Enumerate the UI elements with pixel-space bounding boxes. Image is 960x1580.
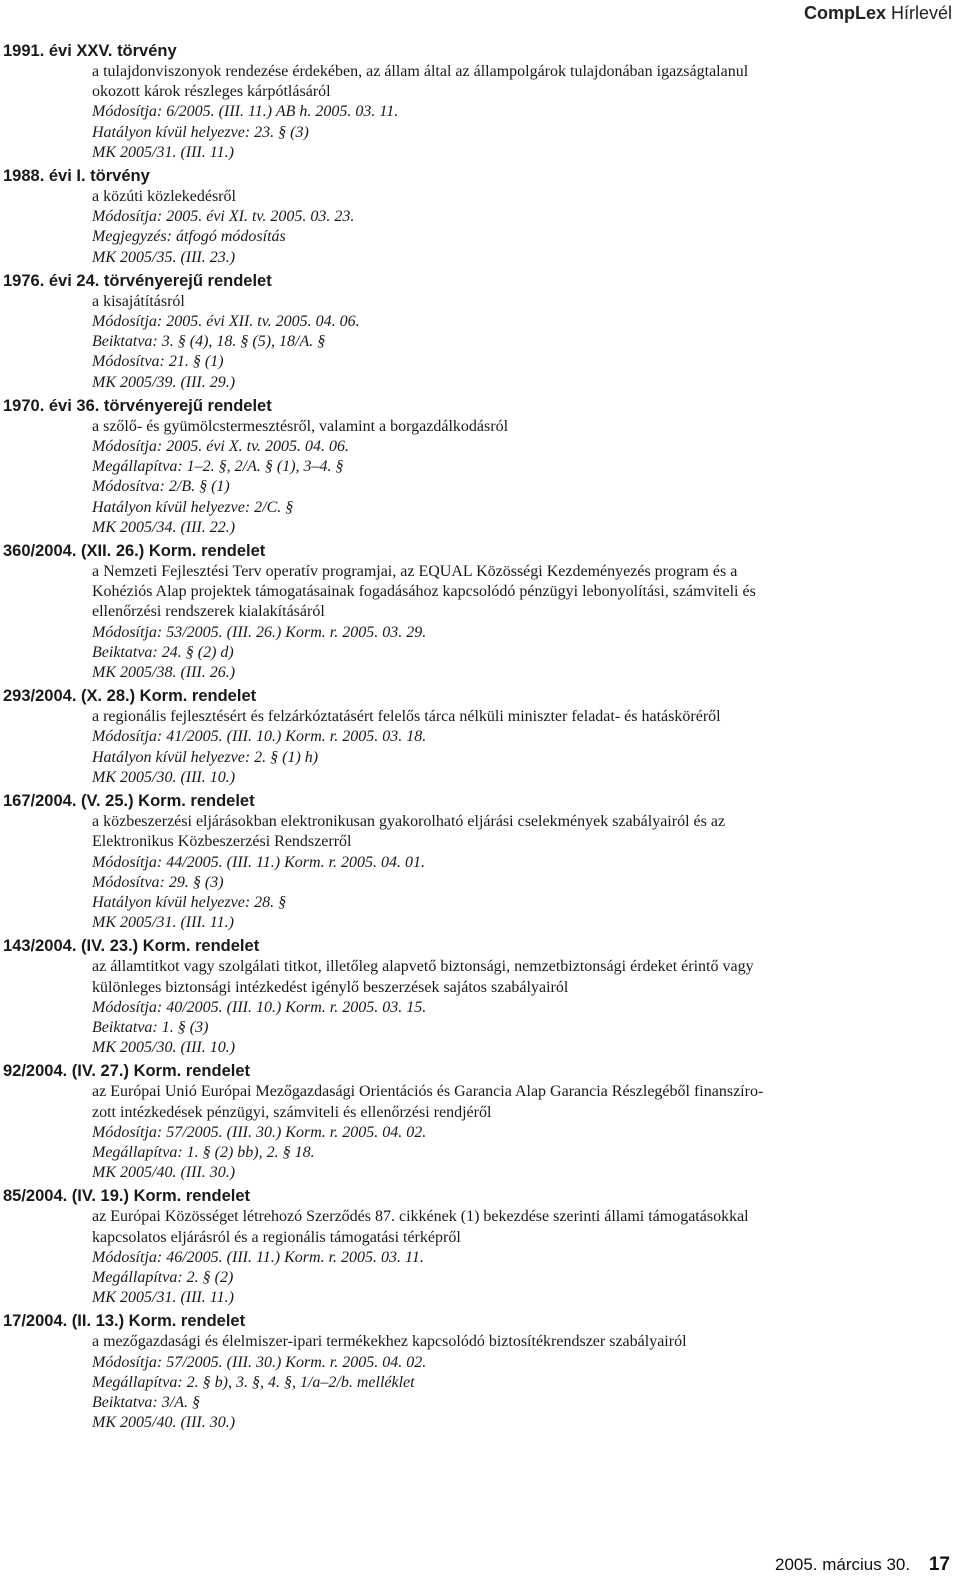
entry-title: 1991. évi XXV. törvény	[3, 42, 177, 60]
entry-title: 1988. évi I. törvény	[3, 167, 150, 186]
entry-subject-line: okozott károk részleges kárpótlásáról	[92, 83, 331, 101]
legislation-list	[0, 42, 960, 1437]
entry-subject-line: a közbeszerzési eljárásokban elektronikusan gyakorolható eljárási cselekmények szabályairól és az	[92, 813, 726, 831]
entry-detail-line: Módosítja: 2005. évi XII. tv. 2005. 04. 06.	[92, 313, 360, 331]
entry-title: 85/2004. (IV. 19.) Korm. rendelet	[3, 1187, 251, 1206]
entry-detail-line: Hatályon kívül helyezve: 28. §	[92, 893, 287, 911]
brand-name: CompLex	[803, 3, 886, 23]
entry-detail-line: Hatályon kívül helyezve: 2. § (1) h)	[92, 748, 319, 766]
entry-title: 17/2004. (II. 13.) Korm. rendelet	[3, 1312, 246, 1331]
entry-title: 167/2004. (V. 25.) Korm. rendelet	[3, 792, 255, 811]
entry-detail-line: MK 2005/31. (III. 11.)	[92, 1289, 234, 1307]
entry-detail-line: Módosítja: 41/2005. (III. 10.) Korm. r. 2005. 03. 18.	[92, 728, 427, 746]
legislation-entry	[0, 1062, 960, 1183]
entry-detail-line: MK 2005/40. (III. 30.)	[92, 1164, 236, 1182]
entry-detail-line: MK 2005/38. (III. 26.)	[92, 664, 236, 682]
legislation-entry	[0, 397, 960, 538]
legislation-entry	[0, 687, 960, 788]
entry-detail-line: Beiktatva: 3. § (4), 18. § (5), 18/A. §	[92, 333, 326, 351]
entry-detail-line: Módosítja: 46/2005. (III. 11.) Korm. r. 2005. 03. 11.	[92, 1248, 424, 1266]
issue-date: 2005. március 30.	[774, 1555, 911, 1574]
entry-detail-line: MK 2005/30. (III. 10.)	[92, 1039, 236, 1057]
entry-detail-line: Megállapítva: 1–2. §, 2/A. § (1), 3–4. §	[92, 458, 344, 476]
entry-subject-line: az Európai Közösséget létrehozó Szerződés 87. cikkének (1) bekezdése szerinti állami támogatásokkal	[92, 1208, 749, 1226]
entry-detail-line: Módosítja: 6/2005. (III. 11.) AB h. 2005. 03. 11.	[92, 103, 399, 121]
entry-detail-line: Módosítja: 57/2005. (III. 30.) Korm. r. 2005. 04. 02.	[92, 1353, 427, 1371]
entry-detail-line: Módosítva: 2/B. § (1)	[92, 478, 230, 496]
entry-title: 1976. évi 24. törvényerejű rendelet	[3, 271, 272, 290]
entry-detail-line: MK 2005/31. (III. 11.)	[92, 143, 234, 161]
entry-detail-line: MK 2005/35. (III. 23.)	[92, 248, 236, 266]
entry-subject-line: a Nemzeti Fejlesztési Terv operatív programjai, az EQUAL Közösségi Kezdeményezés program és a	[92, 563, 738, 581]
entry-detail-line: MK 2005/34. (III. 22.)	[92, 518, 236, 536]
entry-detail-line: Módosítva: 29. § (3)	[92, 873, 224, 891]
entry-detail-line: MK 2005/39. (III. 29.)	[92, 373, 236, 391]
entry-title: 293/2004. (X. 28.) Korm. rendelet	[3, 687, 257, 706]
legislation-entry	[0, 1187, 960, 1308]
entry-detail-line: Hatályon kívül helyezve: 23. § (3)	[92, 123, 309, 141]
entry-subject-line: az államtitkot vagy szolgálati titkot, illetőleg alapvető biztonsági, nemzetbiztonsági érdeket érintő vagy	[92, 958, 754, 976]
entry-subject-line: zott intézkedések pénzügyi, számviteli és ellenőrzési rendjéről	[92, 1103, 492, 1121]
entry-subject-line: a tulajdonviszonyok rendezése érdekében, az állam által az állampolgárok tulajdonában igazságtalanul	[92, 63, 749, 80]
legislation-entry	[0, 937, 960, 1058]
entry-detail-line: Megállapítva: 2. § b), 3. §, 4. §, 1/a–2/b. melléklet	[92, 1373, 415, 1391]
legislation-entry	[0, 1312, 960, 1433]
entry-detail-line: Megállapítva: 2. § (2)	[92, 1268, 234, 1286]
page-header	[804, 3, 952, 24]
entry-title: 92/2004. (IV. 27.) Korm. rendelet	[3, 1062, 251, 1081]
entry-subject-line: különleges biztonsági intézkedést igénylő beszerzések sajátos szabályairól	[92, 978, 569, 996]
entry-subject-line: a mezőgazdasági és élelmiszer-ipari termékekhez kapcsolódó biztosítékrendszer szabályairól	[92, 1333, 687, 1351]
page-number: 17	[928, 1554, 950, 1575]
entry-detail-line: Módosítja: 2005. évi XI. tv. 2005. 03. 23.	[92, 208, 355, 226]
entry-detail-line: Beiktatva: 3/A. §	[92, 1393, 200, 1411]
entry-detail-line: Hatályon kívül helyezve: 2/C. §	[92, 498, 294, 516]
entry-detail-line: Megállapítva: 1. § (2) bb), 2. § 18.	[92, 1143, 315, 1161]
entry-title: 360/2004. (XII. 26.) Korm. rendelet	[3, 542, 266, 561]
legislation-entry	[0, 272, 960, 393]
entry-title: 143/2004. (IV. 23.) Korm. rendelet	[3, 937, 260, 956]
entry-detail-line: Módosítja: 40/2005. (III. 10.) Korm. r. 2005. 03. 15.	[92, 998, 427, 1016]
entry-detail-line: Módosítja: 2005. évi X. tv. 2005. 04. 06.	[92, 438, 349, 456]
entry-detail-line: MK 2005/30. (III. 10.)	[92, 768, 236, 786]
entry-subject-line: Elektronikus Közbeszerzési Rendszerről	[92, 833, 352, 851]
entry-subject-line: a regionális fejlesztésért és felzárkóztatásért felelős tárca nélküli miniszter feladat- és hatásköréről	[92, 708, 721, 726]
entry-subject-line: kapcsolatos eljárásról és a regionális támogatási térképről	[92, 1228, 461, 1246]
legislation-entry	[0, 42, 960, 163]
entry-detail-line: Beiktatva: 1. § (3)	[92, 1018, 209, 1036]
entry-subject-line: a szőlő- és gyümölcstermesztésről, valamint a borgazdálkodásról	[92, 417, 509, 435]
entry-subject-line: ellenőrzési rendszerek kialakításáról	[92, 603, 325, 621]
entry-detail-line: Módosítja: 53/2005. (III. 26.) Korm. r. 2005. 03. 29.	[92, 623, 427, 641]
entry-detail-line: MK 2005/40. (III. 30.)	[92, 1414, 236, 1432]
legislation-entry	[0, 167, 960, 268]
entry-detail-line: MK 2005/31. (III. 11.)	[92, 914, 234, 932]
entry-subject-line: a kisajátításról	[92, 292, 185, 310]
page-footer	[775, 1554, 950, 1576]
entry-detail-line: Módosítva: 21. § (1)	[92, 353, 224, 371]
entry-subject-line: az Európai Unió Európai Mezőgazdasági Orientációs és Garancia Alap Garancia Részlegéből finanszíro-	[92, 1083, 764, 1101]
entry-detail-line: Módosítja: 57/2005. (III. 30.) Korm. r. 2005. 04. 02.	[92, 1123, 427, 1141]
entry-detail-line: Beiktatva: 24. § (2) d)	[92, 643, 234, 661]
entry-detail-line: Módosítja: 44/2005. (III. 11.) Korm. r. 2005. 04. 01.	[92, 853, 426, 871]
entry-detail-line: Megjegyzés: átfogó módosítás	[92, 228, 286, 246]
entry-subject-line: Kohéziós Alap projektek támogatásainak fogadásához kapcsolódó pénzügyi lebonyolítási, számviteli és	[92, 583, 756, 601]
entry-subject-line: a közúti közlekedésről	[92, 188, 236, 206]
entry-title: 1970. évi 36. törvényerejű rendelet	[3, 396, 272, 415]
publication-title: Hírlevél	[890, 3, 952, 23]
legislation-entry	[0, 792, 960, 933]
legislation-entry	[0, 542, 960, 683]
